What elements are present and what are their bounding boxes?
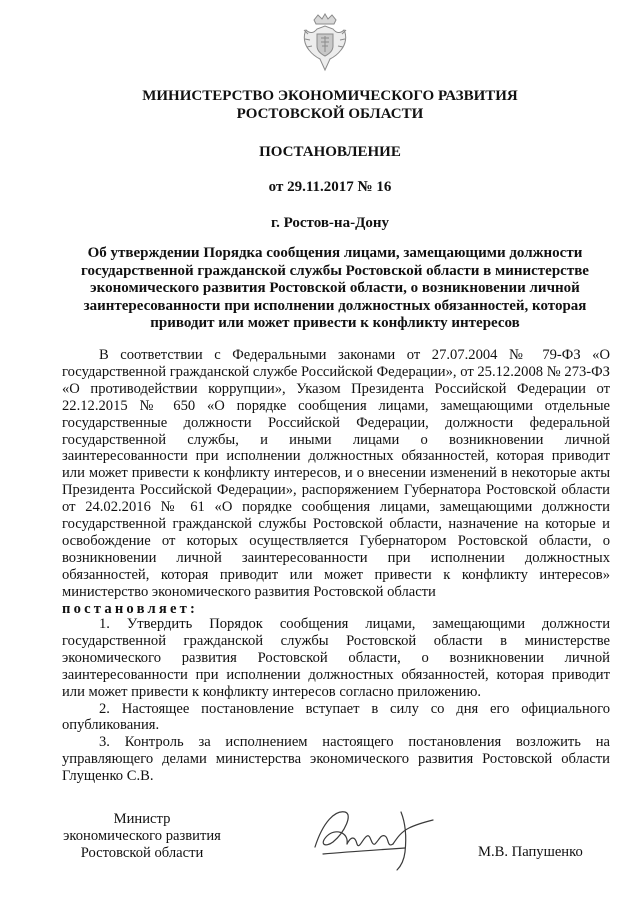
preamble-paragraph: В соответствии с Федеральными законами от 27.07.2004 № 79-ФЗ «О государственной гражданской службе Российской Федерации», от 25.12.2008 № 273-ФЗ «О противодействии коррупции», Указом Президента Российской Федерации от 22.12.2015 № 650 «О порядке сообщения лицами, замещающими отдельные государственные должности Российской Федерации, должности федеральной государственной службы, и иными лицами о возникновении личной заинтересованности при исполнении должностных обязанностей, которая приводит или может привести к конфликту интересов, и о внесении изменений в некоторые акты Президента Российской Федерации», распоряжением Губернатора Ростовской области от 24.02.2016 № 61 «О порядке сообщения лицами, замещающими должности государственной гражданской службы Ростовской области, назначение на которые и освобождение от которых осуществляется Губернатором Ростовской области, о возникновении личной заинтересованности при исполнении должностных обязанностей, которая приводит или может привести к конфликту интересов» министерство экономического развития Ростовской области: [62, 347, 610, 600]
resolution-items: [62, 616, 610, 785]
signatory-title-line-2: экономического развития: [63, 828, 221, 844]
ministry-name: [40, 87, 620, 123]
preamble-block: [62, 347, 610, 618]
document-subject: Об утверждении Порядка сообщения лицами, замещающими должности государственной гражданской службы Ростовской области в министерстве экономического развития Ростовской области, о возникновении личной заинтересованности при исполнении должностных обязанностей, которая приводит или может привести к конфликту интересов: [81, 245, 589, 331]
signatory-title-line-3: Ростовской области: [80, 845, 204, 861]
resolution-item-1: 1. Утвердить Порядок сообщения лицами, замещающими должности государственной гражданской службы Ростовской области в министерстве экономического развития Ростовской области, о возникновении личной заинтересованности при исполнении должностных обязанностей, которая приводит или может привести к конфликту интересов согласно приложению.: [62, 616, 610, 700]
resolves-keyword: постановляет:: [62, 600, 199, 617]
resolution-item-3: 3. Контроль за исполнением настоящего постановления возложить на управляющего делами министерства экономического развития Ростовской области Глущенко С.В.: [62, 734, 610, 785]
signatory-title-line-1: Министр: [113, 811, 171, 827]
coat-of-arms-icon: [300, 12, 350, 74]
document-city: г. Ростов-на-Дону: [270, 215, 390, 231]
document-type: ПОСТАНОВЛЕНИЕ: [259, 144, 401, 160]
ministry-line-2: РОСТОВСКОЙ ОБЛАСТИ: [236, 106, 424, 122]
resolution-item-2: 2. Настоящее постановление вступает в силу со дня его официального опубликования.: [62, 700, 610, 734]
ministry-line-1: МИНИСТЕРСТВО ЭКОНОМИЧЕСКОГО РАЗВИТИЯ: [142, 88, 518, 104]
document-date-number: от 29.11.2017 № 16: [268, 179, 392, 195]
signatory-title: [62, 811, 222, 862]
signatory-name: М.В. Папушенко: [478, 844, 583, 860]
handwritten-signature-icon: [305, 792, 440, 874]
